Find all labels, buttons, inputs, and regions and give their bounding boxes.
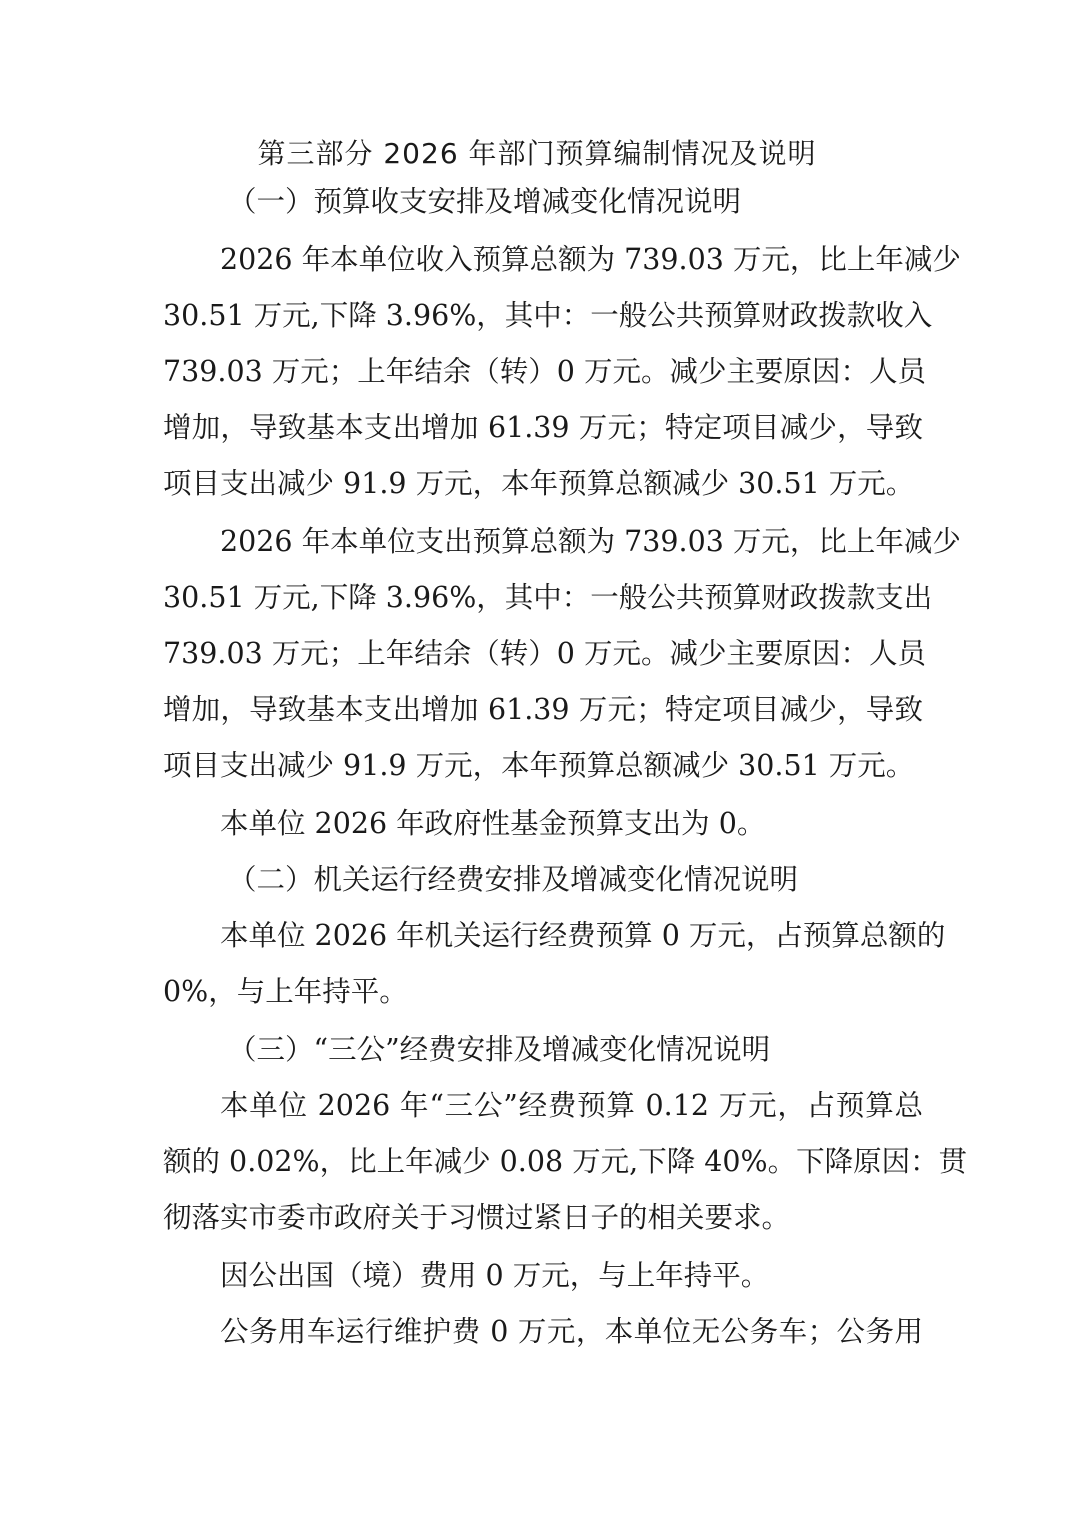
paragraph-line: 项目支出减少 91.9 万元，本年预算总额减少 30.51 万元。	[163, 467, 915, 500]
paragraph-line: 增加，导致基本支出增加 61.39 万元；特定项目减少，导致	[163, 411, 923, 444]
paragraph-line: 本单位 2026 年“三公”经费预算 0.12 万元，占预算总	[220, 1089, 923, 1122]
paragraph-line: 30.51 万元,下降 3.96%，其中：一般公共预算财政拨款支出	[163, 581, 933, 614]
paragraph-line: 彻落实市委市政府关于习惯过紧日子的相关要求。	[163, 1201, 791, 1234]
paragraph-line: 本单位 2026 年机关运行经费预算 0 万元，占预算总额的	[220, 919, 946, 952]
paragraph-line: 739.03 万元；上年结余（转）0 万元。减少主要原因：人员	[163, 355, 926, 388]
paragraph-line: 2026 年本单位收入预算总额为 739.03 万元，比上年减少	[220, 243, 961, 276]
paragraph-line: 公务用车运行维护费 0 万元，本单位无公务车；公务用	[220, 1315, 923, 1348]
section-heading-1: （一）预算收支安排及增减变化情况说明	[228, 185, 742, 218]
paragraph-line: 因公出国（境）费用 0 万元，与上年持平。	[220, 1259, 770, 1292]
paragraph-line: 2026 年本单位支出预算总额为 739.03 万元，比上年减少	[220, 525, 961, 558]
section-heading-2: （二）机关运行经费安排及增减变化情况说明	[228, 863, 799, 896]
paragraph-line: 本单位 2026 年政府性基金预算支出为 0。	[220, 807, 766, 840]
paragraph-line: 739.03 万元；上年结余（转）0 万元。减少主要原因：人员	[163, 637, 926, 670]
paragraph-line: 项目支出减少 91.9 万元，本年预算总额减少 30.51 万元。	[163, 749, 915, 782]
section-heading-3: （三）“三公”经费安排及增减变化情况说明	[228, 1033, 771, 1066]
paragraph-line: 30.51 万元,下降 3.96%，其中：一般公共预算财政拨款收入	[163, 299, 933, 332]
paragraph-line: 增加，导致基本支出增加 61.39 万元；特定项目减少，导致	[163, 693, 923, 726]
page-title: 第三部分 2026 年部门预算编制情况及说明	[257, 137, 817, 170]
paragraph-line: 0%，与上年持平。	[163, 975, 408, 1008]
paragraph-line: 额的 0.02%，比上年减少 0.08 万元,下降 40%。下降原因：贯	[163, 1145, 968, 1178]
